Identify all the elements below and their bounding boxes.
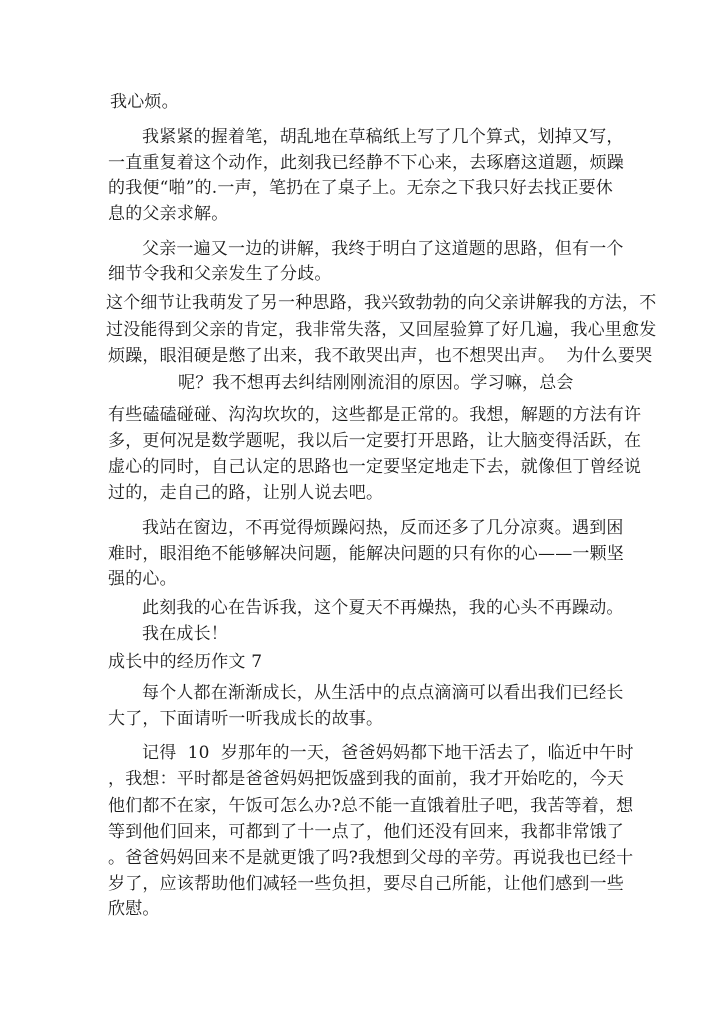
text-line: 岁了，应该帮助他们减轻一些负担，要尽自己所能，让他们感到一些 [108, 874, 624, 894]
text-line: 等到他们回来，可都到了十一点了，他们还没有回来，我都非常饿了 [108, 822, 624, 842]
text-line: ，我想：平时都是爸爸妈妈把饭盛到我的面前，我才开始吃的，今天 [108, 769, 624, 789]
section-heading: 成长中的经历作文 7 [108, 652, 263, 672]
text-line: 欣慰。 [108, 899, 160, 919]
text-line: 过的，走自己的路，让别人说去吧。 [108, 483, 384, 503]
text-line: 此刻我的心在告诉我，这个夏天不再燥热，我的心头不再躁动。 [142, 598, 624, 618]
text-line: 的我便“啪”的.一声，笔扔在了桌子上。无奈之下我只好去找正要休 [108, 178, 613, 198]
text-line: 难时，眼泪绝不能够解决问题，能解决问题的只有你的心——一颗坚 [108, 544, 624, 564]
text-line: 有些磕磕碰碰、沟沟坎坎的，这些都是正常的。我想，解题的方法有许 [108, 405, 642, 425]
text-line: 每个人都在渐渐成长，从生活中的点点滴滴可以看出我们已经长 [142, 683, 624, 703]
text-line: 我心烦。 [110, 92, 179, 112]
text-line: 我站在窗边，不再觉得烦躁闷热，反而还多了几分凉爽。遇到困 [142, 518, 624, 538]
text-line: 我紧紧的握着笔，胡乱地在草稿纸上写了几个算式，划掉又写， [142, 127, 624, 147]
text-line: 父亲一遍又一边的讲解，我终于明白了这道题的思路，但有一个 [142, 239, 624, 259]
text-line: 大了，下面请听一听我成长的故事。 [108, 709, 384, 729]
text-line: 息的父亲求解。 [108, 204, 229, 224]
text-line: 虚心的同时，自己认定的思路也一定要坚定地走下去，就像但丁曾经说 [108, 457, 642, 477]
text-line: 强的心。 [108, 569, 177, 589]
text-line: 我在成长！ [142, 624, 228, 644]
text-line: 他们都不在家，午饭可怎么办?总不能一直饿着肚子吧，我苦等着，想 [108, 796, 634, 816]
text-line: 过没能得到父亲的肯定，我非常失落，又回屋验算了好几遍，我心里愈发 [106, 320, 657, 340]
text-line: 多，更何况是数学题呢，我以后一定要打开思路，让大脑变得活跃，在 [108, 431, 642, 451]
text-line: 记得 10 岁那年的一天，爸爸妈妈都下地干活去了，临近中午时 [142, 743, 634, 763]
text-line: 。爸爸妈妈回来不是就更饿了吗?我想到父母的辛劳。再说我也已经十 [108, 848, 634, 868]
text-line: 细节令我和父亲发生了分歧。 [108, 264, 332, 284]
text-line: 这个细节让我萌发了另一种思路，我兴致勃勃的向父亲讲解我的方法，不 [106, 293, 657, 313]
text-line: 一直重复着这个动作，此刻我已经静不下心来，去琢磨这道题，烦躁 [108, 153, 624, 173]
text-line: 烦躁，眼泪硬是憋了出来，我不敢哭出声，也不想哭出声。 为什么要哭 [108, 346, 653, 366]
text-line: 呢？我不想再去纠结刚刚流泪的原因。学习嘛，总会 [178, 373, 574, 393]
